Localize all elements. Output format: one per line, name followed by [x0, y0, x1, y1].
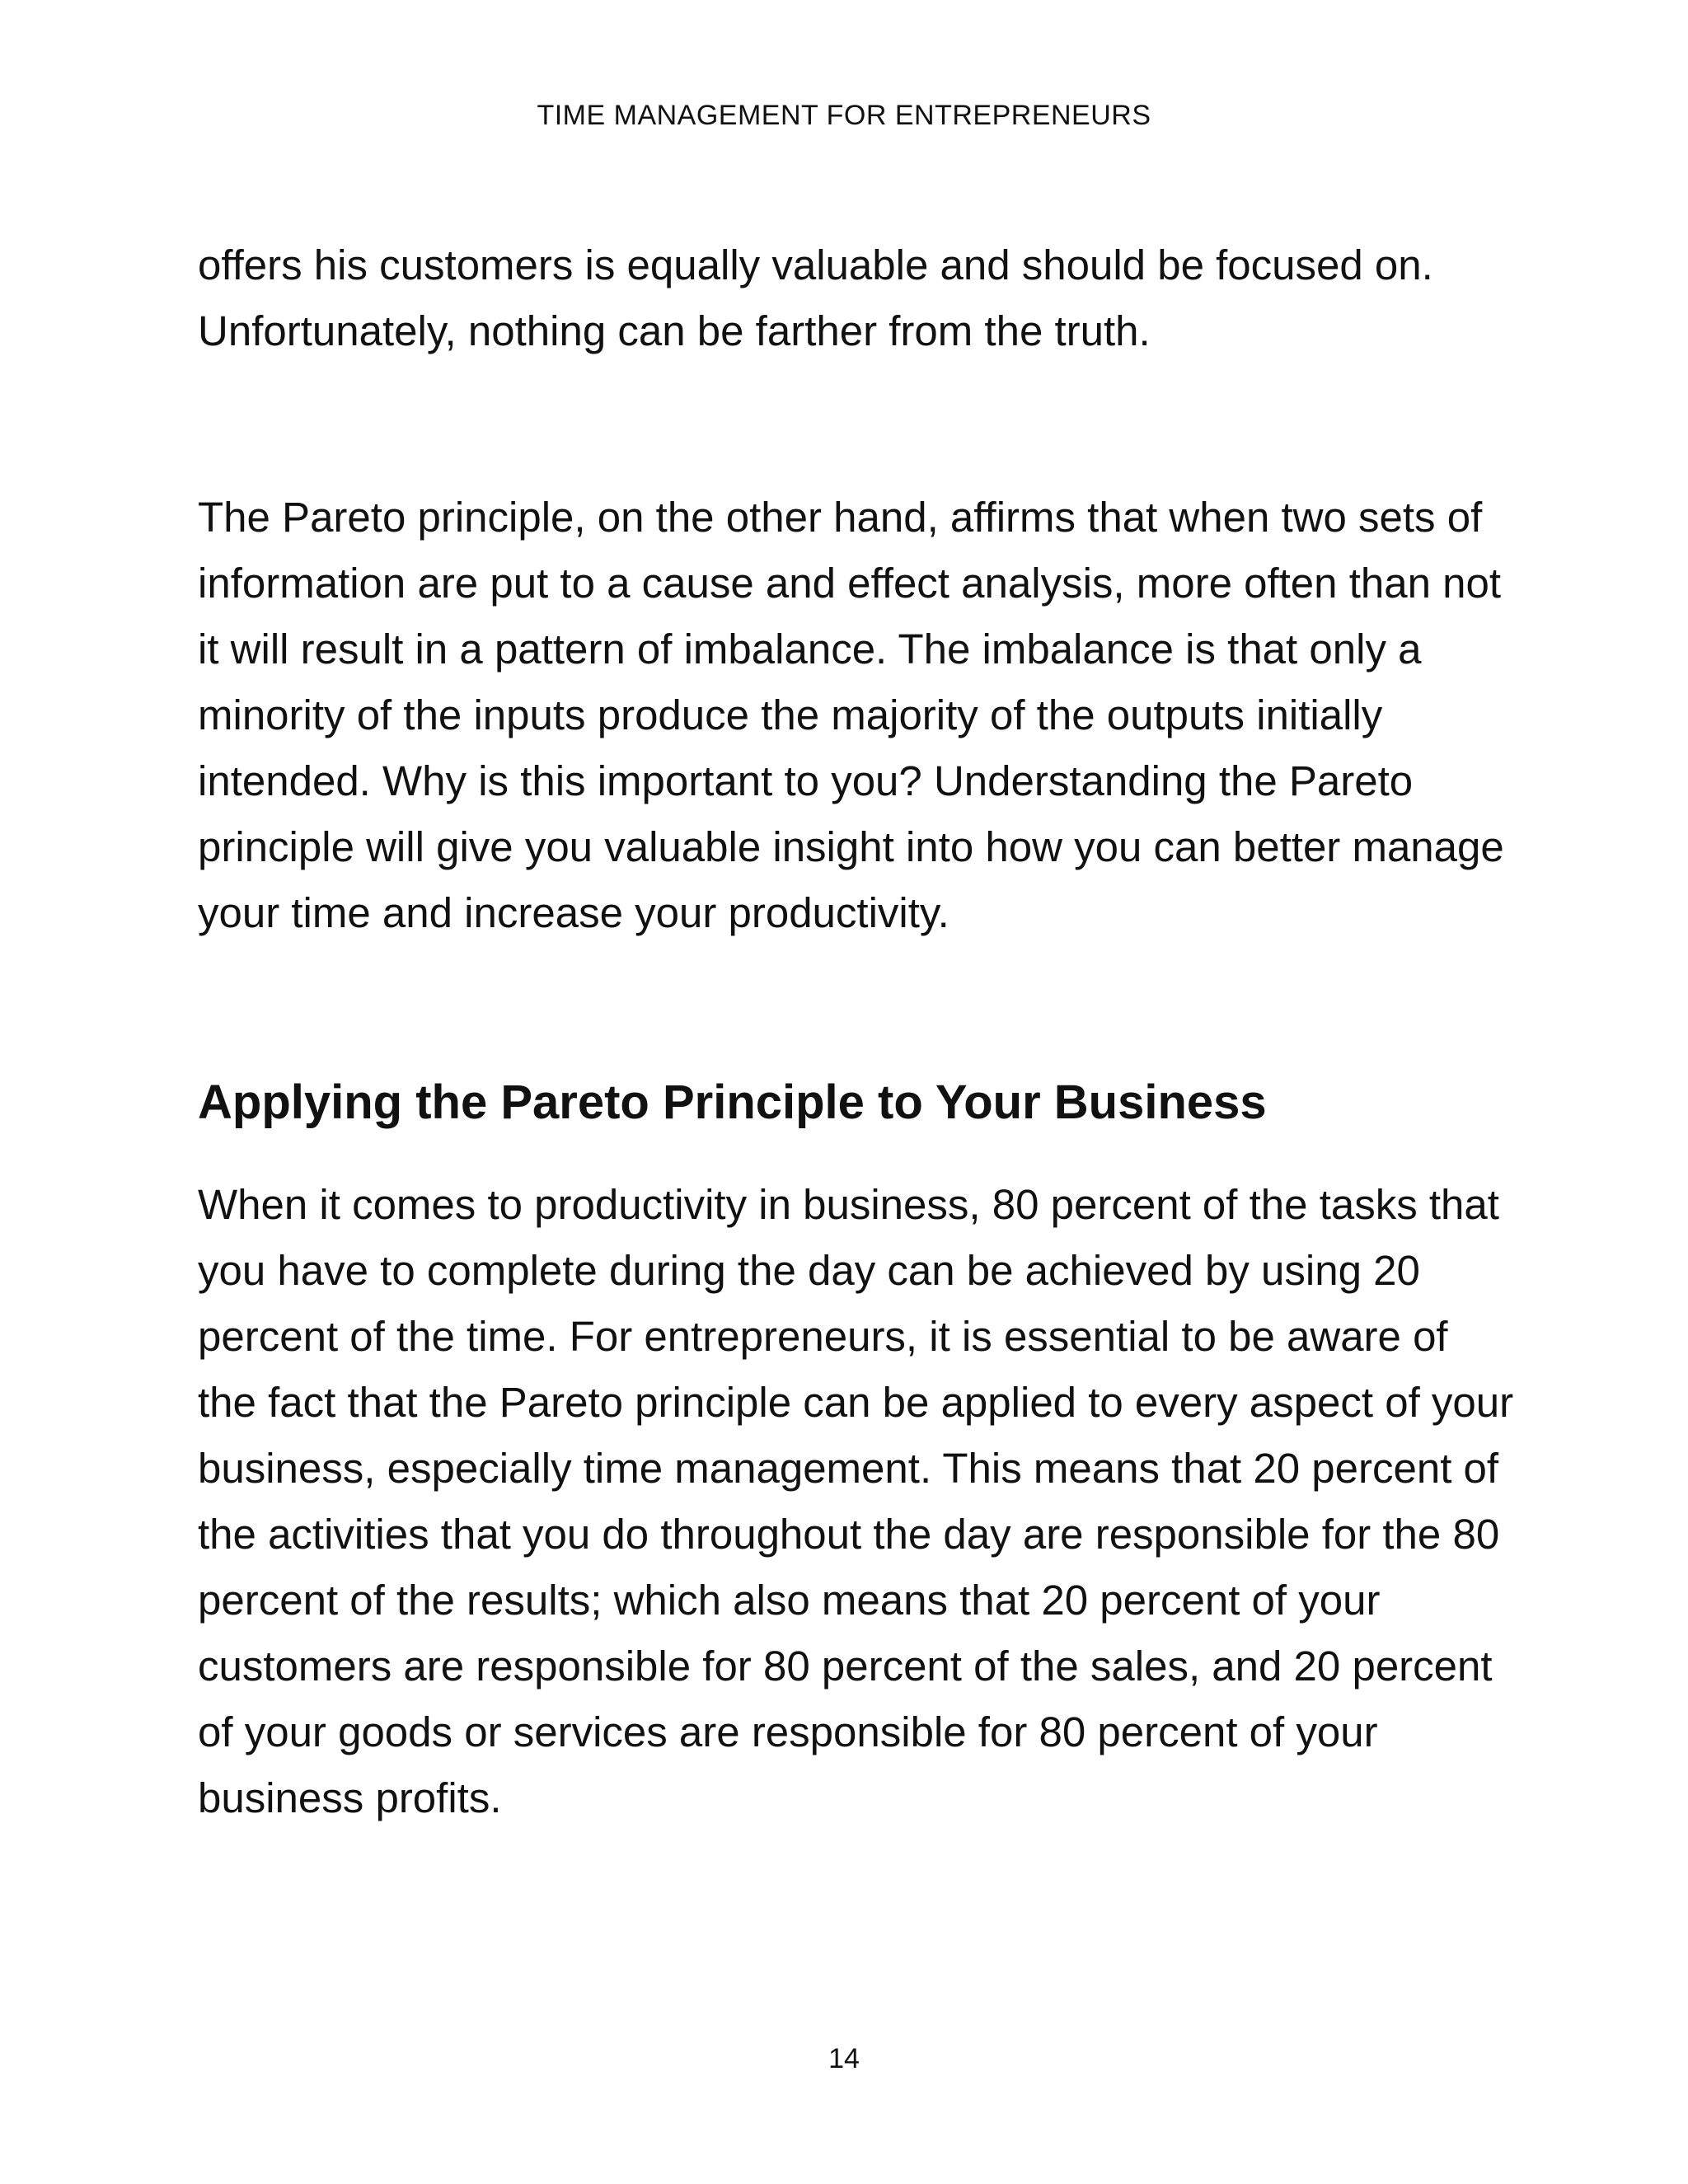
- section-heading: Applying the Pareto Principle to Your Business: [198, 1076, 1267, 1129]
- page-number: 14: [828, 2043, 860, 2074]
- body-paragraph-pareto: The Pareto principle, on the other hand, affirms that when two sets of information are put to a cause and effect analysis, more often than not it will result in a pattern of imbalance. The imbalance is that only a minority of the inputs produce the majority of the outputs initially intended. Why is this important to you? Understanding the Pareto principle will give you valuable insight into how you can better manage your time and increase your productivity.: [198, 494, 1504, 936]
- running-header: TIME MANAGEMENT FOR ENTREPRENEURS: [537, 100, 1151, 131]
- body-paragraph-continued: offers his customers is equally valuable and should be focused on. Unfortunately, nothing can be farther from the truth.: [198, 241, 1433, 354]
- section-paragraph: When it comes to productivity in business, 80 percent of the tasks that you have to complete during the day can be achieved by using 20 percent of the time. For entrepreneurs, it is essential to be aware of the fact that the Pareto principle can be applied to every aspect of your business, especially time management. This means that 20 percent of the activities that you do throughout the day are responsible for the 80 percent of the results; which also means that 20 percent of your customers are responsible for 80 percent of the sales, and 20 percent of your goods or services are responsible for 80 percent of your business profits.: [198, 1181, 1514, 1821]
- page-body: [198, 232, 1517, 1831]
